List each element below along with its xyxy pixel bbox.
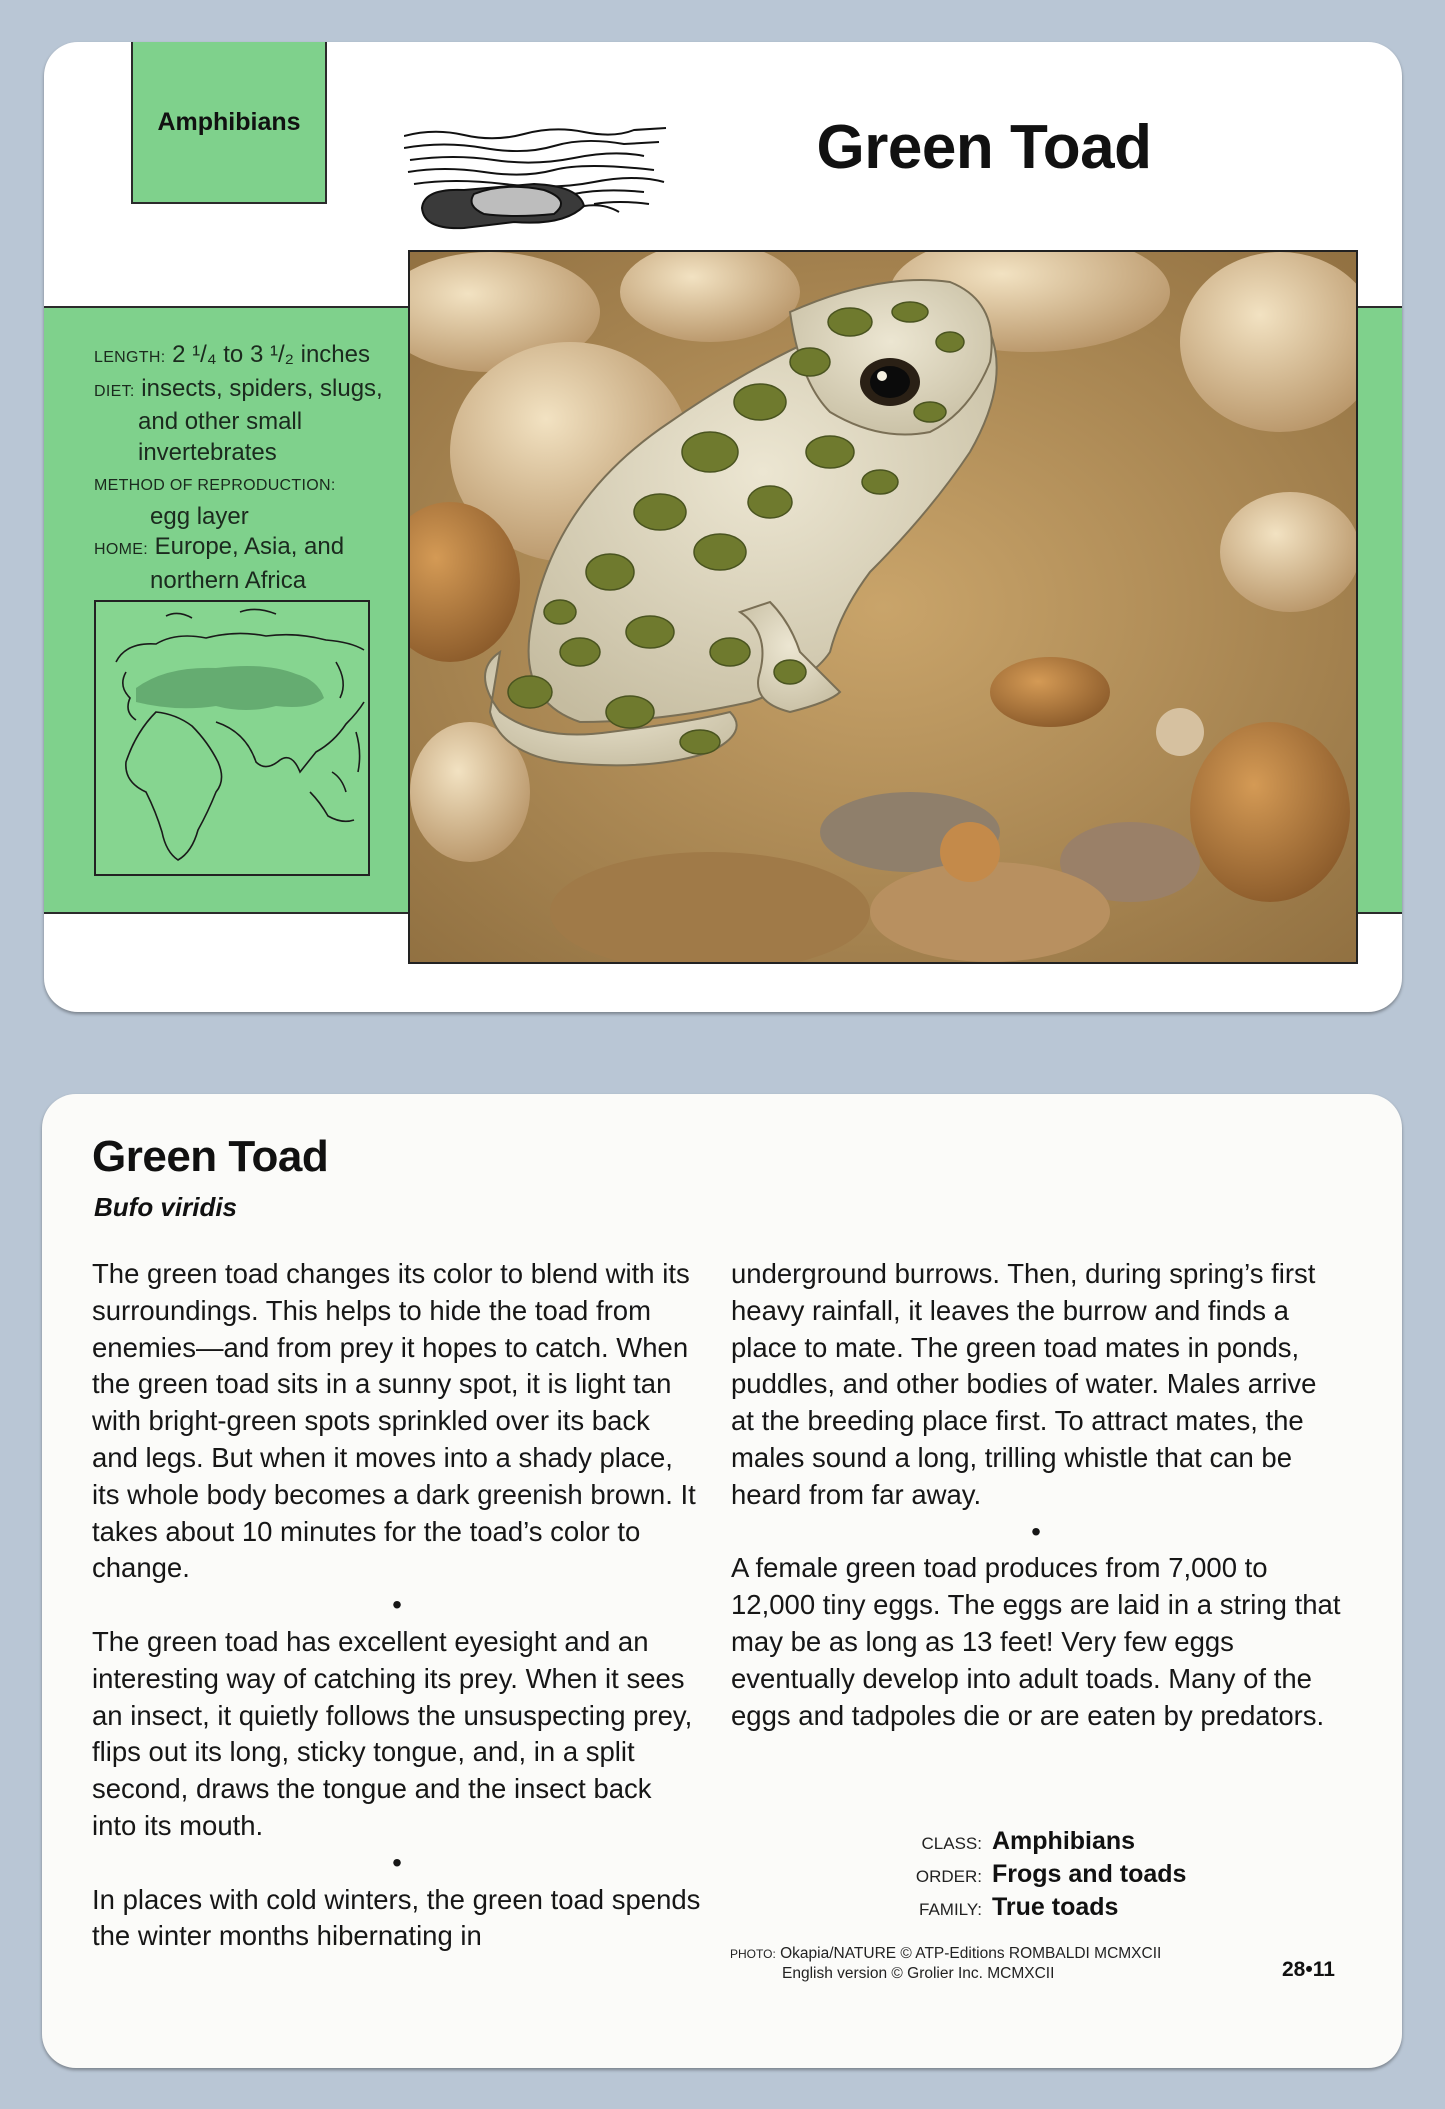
order-label: ORDER: bbox=[915, 1867, 982, 1886]
order-value: Frogs and toads bbox=[992, 1860, 1187, 1888]
photo-label: PHOTO: bbox=[730, 1947, 776, 1961]
home-label: HOME: bbox=[94, 541, 148, 558]
back-title: Green Toad bbox=[92, 1132, 329, 1181]
toad-photo bbox=[408, 250, 1358, 964]
diet-value-line2: and other small bbox=[138, 408, 303, 435]
family-label: FAMILY: bbox=[919, 1900, 982, 1919]
paragraph-eyesight: The green toad has excellent eyesight and an interesting way of catching its prey. When it sees an insect, it quietly follows the unsuspecting prey, flips out its long, sticky tongue, and, in a split second, draws the tongue and the insect back into its mouth. bbox=[92, 1625, 693, 1841]
home-value-line1: Europe, Asia, and bbox=[154, 533, 345, 560]
water-habitat-icon bbox=[404, 108, 676, 258]
paragraph-color-change: The green toad changes its color to blend with its surroundings. This helps to hide the toad from enemies—and from prey it hopes to catch. When the green toad sits in a sunny spot, it is light tan with bright-green spots sprinkled over its back and legs. But when it moves into a shady place, its whole body becomes a dark greenish brown. It takes about 10 minutes for the toad’s color to change. bbox=[92, 1258, 696, 1584]
taxonomy-block bbox=[912, 1826, 1186, 1925]
range-map bbox=[94, 600, 370, 876]
class-value: Amphibians bbox=[992, 1827, 1136, 1855]
home-value-line2: northern Africa bbox=[150, 566, 307, 594]
facts-panel bbox=[94, 340, 414, 596]
reproduction-value: egg layer bbox=[150, 502, 249, 530]
length-value: 2 ¹/₄ to 3 ¹/₂ inches bbox=[172, 341, 370, 368]
class-label: CLASS: bbox=[921, 1834, 982, 1853]
credit-line1: Okapia/NATURE © ATP-Editions ROMBALDI MCMXCII bbox=[780, 1945, 1162, 1962]
diet-label: DIET: bbox=[94, 382, 135, 400]
family-value: True toads bbox=[992, 1893, 1119, 1921]
category-box bbox=[131, 42, 327, 204]
separator-dot: • bbox=[392, 1589, 402, 1621]
length-label: LENGTH: bbox=[94, 349, 166, 366]
diet-value-line1: insects, spiders, slugs, bbox=[141, 374, 383, 402]
separator-dot: • bbox=[1031, 1515, 1041, 1547]
paragraph-eggs: A female green toad produces from 7,000 to 12,000 tiny eggs. The eggs are laid in a string that may be as long as 13 feet! Very few eggs eventually develop into adult toads. Many of the eggs and tadpoles die or are eaten by predators. bbox=[731, 1552, 1341, 1731]
photo-credits bbox=[730, 1944, 1161, 1984]
card-title: Green Toad bbox=[816, 113, 1152, 182]
category-label: Amphibians bbox=[157, 107, 301, 136]
card-number: 28•11 bbox=[1282, 1958, 1335, 1981]
back-card bbox=[42, 1094, 1402, 2068]
front-card bbox=[44, 42, 1402, 1012]
scientific-name: Bufo viridis bbox=[94, 1192, 238, 1222]
separator-dot: • bbox=[392, 1846, 402, 1878]
paragraph-mating: underground burrows. Then, during spring’s first heavy rainfall, it leaves the burrow and finds a place to mate. The green toad mates in ponds, puddles, and other bodies of water. Males arrive at the breeding place first. To attract mates, the males sound a long, trilling whistle that can be heard from far away. bbox=[731, 1258, 1317, 1510]
text-column-left bbox=[92, 1256, 702, 1955]
paragraph-hibernation: In places with cold winters, the green toad spends the winter months hibernating in bbox=[92, 1883, 701, 1952]
reproduction-label: METHOD OF REPRODUCTION: bbox=[94, 477, 336, 494]
text-column-right bbox=[731, 1256, 1341, 1734]
diet-value-line3: invertebrates bbox=[138, 438, 277, 466]
credit-line2: English version © Grolier Inc. MCMXCII bbox=[782, 1965, 1055, 1982]
